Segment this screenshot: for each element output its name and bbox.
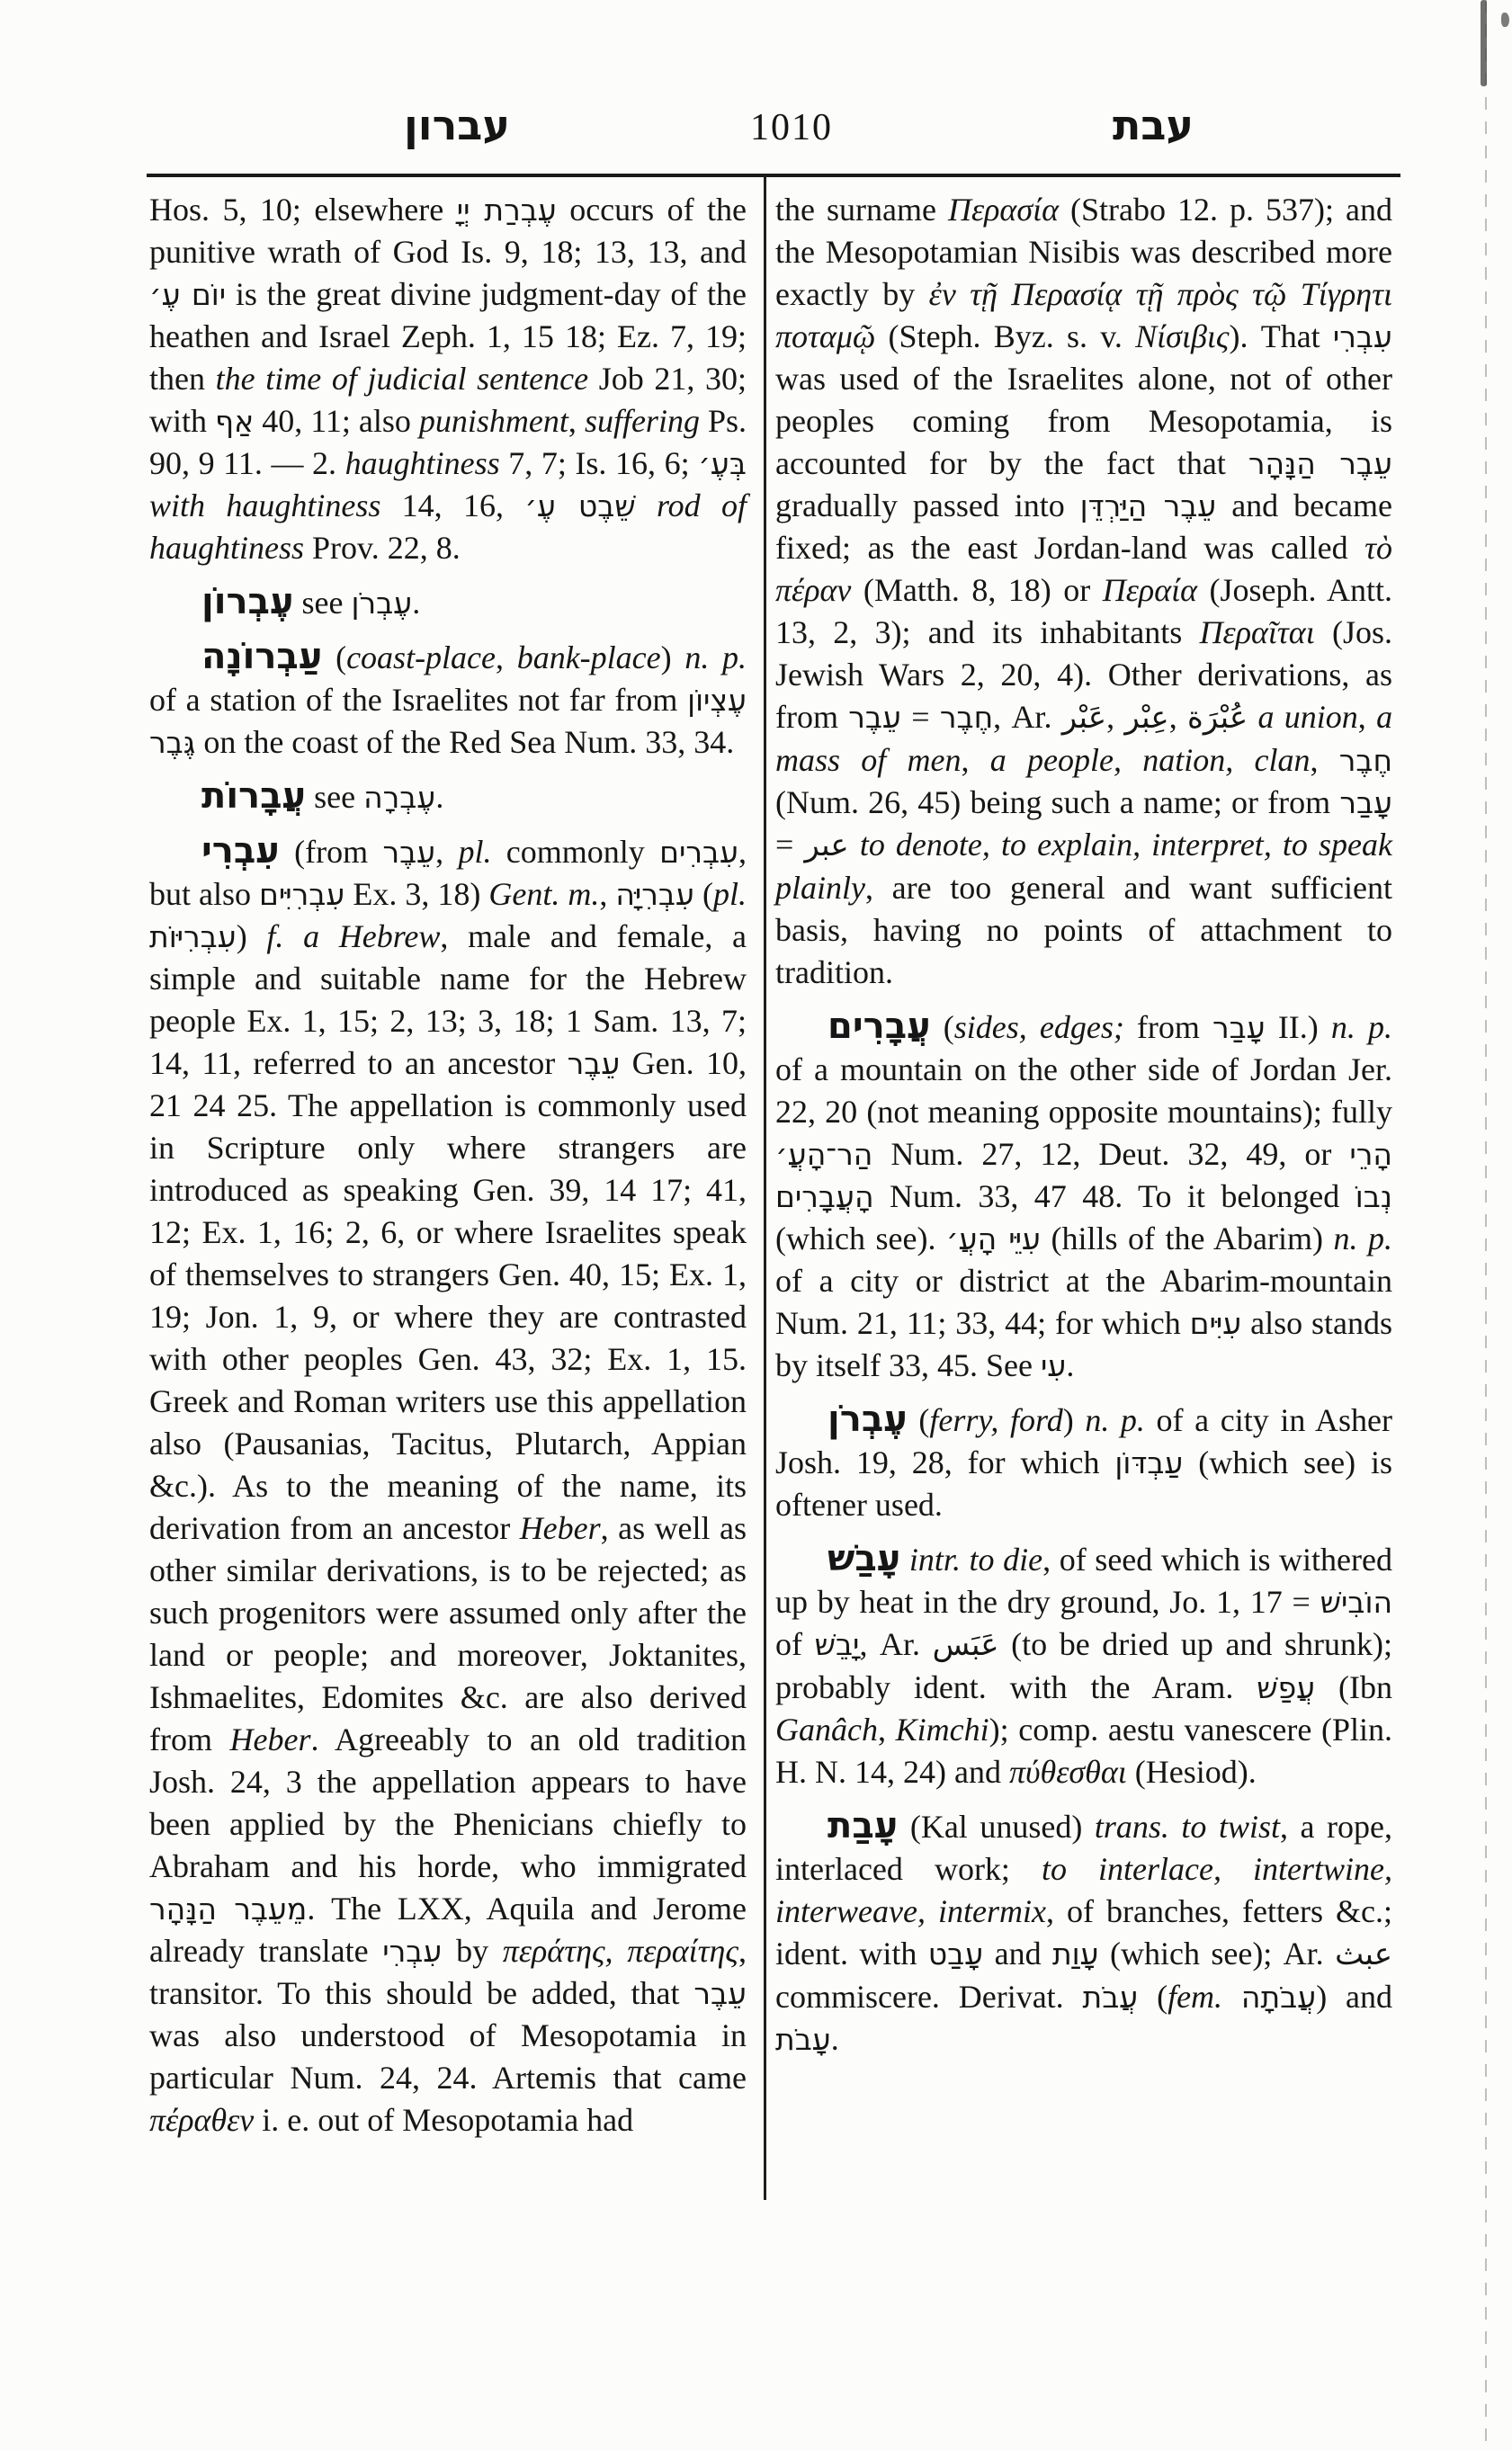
hebrew-text: עִבְרִיּוֹת [149, 919, 237, 954]
latin-text: 40, 11; also [254, 403, 419, 439]
hebrew-headword: עֲבָרוֹת [201, 775, 307, 817]
latin-text: (which see); Ar. [1098, 1936, 1336, 1972]
latin-text: ) [660, 639, 685, 675]
latin-text: of [775, 1626, 815, 1662]
latin-text: ( [693, 876, 713, 912]
hebrew-headword: עֶבְרֹן [828, 1399, 908, 1440]
latin-text: of a station of the Israelites not far from [149, 682, 688, 718]
latin-text: was also understood of Mesopotamia in particular Num. 24, 24. Artemis that came [149, 2017, 747, 2096]
hebrew-text: עֵבֶר [848, 700, 901, 735]
italic-text: sides, edges; [953, 1009, 1124, 1045]
latin-text: commiscere. Derivat. [775, 1979, 1083, 2015]
latin-text: was used of the Israelites alone, not of other peoples coming from Mesopotamia, is accounted for by the fact that [775, 361, 1392, 481]
ink-speck-artifact [1501, 13, 1509, 27]
latin-text: ( [930, 1009, 954, 1045]
italic-text: haughtiness [344, 445, 500, 481]
latin-text [1248, 699, 1257, 735]
arabic-text: عَبْر [1061, 700, 1107, 736]
latin-text: . The LXX, Aquila and Jerome already translate [149, 1891, 747, 1969]
hebrew-text: עִבְרִיָּה [615, 877, 694, 912]
hebrew-text: עֲפַשׁ [1257, 1670, 1316, 1705]
hebrew-text: עֶבְרֹן [351, 586, 413, 621]
italic-text: coast-place [346, 639, 497, 675]
latin-text: , [1357, 699, 1377, 735]
italic-text: with haughtiness [149, 487, 381, 523]
italic-text: a union [1257, 699, 1358, 735]
greek-text: Περαῖται [1199, 614, 1315, 650]
italic-text: bank-place [516, 639, 661, 675]
hebrew-text: חֶבֶר [939, 700, 994, 735]
latin-text: (Joseph. Antt. 13, 2, 3); and its inhabitants [775, 572, 1392, 650]
hebrew-text: עִיֵּי הָעֲ׳ [945, 1221, 1041, 1256]
arabic-text: عِبْر [1124, 700, 1169, 736]
latin-text: i. e. out of Mesopotamia had [254, 2102, 634, 2138]
continuation-paragraph [775, 189, 1392, 994]
italic-text: Heber [229, 1721, 311, 1757]
hebrew-text: עָוַת [1051, 1936, 1099, 1972]
greek-text: τὸ πέραν [775, 530, 1392, 608]
latin-text: , [1106, 699, 1125, 735]
greek-text: πύθεσθαι [1008, 1754, 1127, 1790]
arabic-text: عُبْرَة [1187, 700, 1248, 736]
dictionary-entry-paragraph [775, 1805, 1392, 2061]
latin-text: , Ar. [859, 1626, 933, 1662]
latin-text: Ex. 3, 18) [344, 876, 489, 912]
hebrew-text: עֶבְרַת יְיָ [456, 192, 557, 228]
latin-text [849, 827, 860, 863]
latin-text: ( [322, 639, 347, 675]
hebrew-text: עָבַר [1339, 785, 1392, 820]
latin-text: Ps. 90, 9 11. — 2. [149, 403, 747, 481]
latin-text: , [961, 742, 990, 778]
latin-text: by [442, 1933, 503, 1969]
hebrew-text: עֵבֶר הַנָּהָר [1248, 446, 1392, 481]
running-head-right-keyword: עבת [1112, 101, 1194, 149]
greek-text: Περασία [947, 192, 1059, 228]
latin-text: , [568, 403, 585, 439]
italic-text: suffering [584, 403, 700, 439]
latin-text: (Jos. Jewish Wars 2, 20, 4). Other derivations, as from [775, 614, 1392, 735]
italic-text: the time of judicial sentence [215, 361, 589, 397]
latin-text: Gen. 10, 21 24 25. The appellation is commonly used in Scripture only where strangers are introduced as speaking Gen. 39, 14 17; 41, 12; Ex. 1, 16; 2, 6, or where Israelites speak of themselves to strangers Gen. 40, 15; Ex. 1, 19; Jon. 1, 9, or where they are contrasted with other peoples Gen. 43, 32; Ex. 1, 15. Greek and Roman writers use this appellation also (Pausanias, Tacitus, Plutarch, Appian &c.). As to the meaning of the name, its derivation from an ancestor [149, 1045, 747, 1546]
latin-text: Hos. 5, 10; elsewhere [149, 192, 457, 228]
right-text-column [775, 189, 1392, 2061]
hebrew-text: עָבַר [1212, 1010, 1266, 1045]
latin-text: (from [279, 834, 383, 870]
latin-text: is the great divine judgment-day of the heathen and Israel Zeph. 1, 15 18; Ez. 7, 19; then [149, 276, 747, 397]
latin-text: , [496, 639, 517, 675]
latin-text: , Ar. [993, 699, 1062, 735]
latin-text: . [435, 779, 444, 815]
hebrew-text: עָבֹת [775, 2022, 831, 2057]
hebrew-text: עַבְדּוֹן [1114, 1445, 1184, 1480]
hebrew-headword: עָבַת [828, 1805, 899, 1846]
greek-text: Περαία [1102, 572, 1198, 608]
arabic-text: عَبَس [932, 1627, 999, 1663]
arabic-text: عبث [1335, 1936, 1392, 1972]
italic-text: rod of haughtiness [149, 487, 747, 566]
hebrew-text: עִבְרִים [659, 835, 739, 870]
dictionary-entry-paragraph [775, 1006, 1392, 1387]
dictionary-entry-paragraph [149, 636, 747, 764]
latin-text [900, 1542, 909, 1578]
page-number: 1010 [750, 107, 833, 148]
latin-text: , are too general and want sufficient basis, having no points of attachment to tradition. [775, 870, 1392, 990]
dictionary-entry-paragraph [775, 1399, 1392, 1526]
latin-text: commonly [491, 834, 660, 870]
latin-text: (hills of the Abarim) [1040, 1221, 1334, 1256]
hebrew-headword: עֲבָרִים [828, 1006, 931, 1047]
latin-text: of a city in Asher Josh. 19, 28, for which [775, 1402, 1392, 1480]
italic-text: n. p. [1333, 1221, 1392, 1256]
hebrew-text: הוֹבִישׁ [1320, 1585, 1392, 1620]
latin-text: (which see) is oftener used. [775, 1444, 1392, 1523]
latin-text: occurs of the punitive wrath of God Is. 9, 18; 13, 13, and [149, 192, 747, 270]
latin-text: (Hesiod). [1126, 1754, 1257, 1790]
greek-text: περάτης, περαίτης [502, 1933, 739, 1969]
continuation-paragraph [149, 189, 747, 569]
latin-text: (Kal unused) [898, 1809, 1095, 1845]
latin-text [636, 487, 657, 523]
hebrew-text: יָבֵשׁ [814, 1627, 860, 1662]
hebrew-text: חֶבֶר [1338, 743, 1393, 778]
hebrew-text: יוֹם עֶ׳ [149, 277, 227, 312]
dictionary-entry-paragraph [149, 830, 747, 2142]
latin-text: gradually passed into [775, 487, 1080, 523]
hebrew-text: עָבַט [927, 1936, 984, 1972]
latin-text: , [877, 1712, 896, 1748]
italic-text: a mass of men [775, 699, 1393, 778]
column-divider-rule [764, 176, 766, 2200]
latin-text: ) [1062, 1402, 1086, 1438]
greek-text: πέραθεν [149, 2102, 255, 2138]
italic-text: pl. [712, 876, 747, 912]
latin-text: and became fixed; as the east Jordan-land was called [775, 487, 1392, 566]
italic-text: Gent. m. [488, 876, 600, 912]
scan-edge-artifact [1485, 0, 1487, 2450]
dictionary-entry-paragraph [149, 775, 747, 818]
latin-text: , of seed which is withered up by heat in the dry ground, Jo. 1, 17 = [775, 1542, 1392, 1620]
hebrew-text: עֲבֹתָה [1240, 1980, 1317, 2015]
hebrew-text: עִבְרִי [382, 1934, 443, 1969]
latin-text: from [1123, 1009, 1213, 1045]
italic-text: intr. to die [908, 1542, 1043, 1578]
hebrew-text: מֵעֵבֶר הַנָּהָר [149, 1891, 308, 1927]
dictionary-entry-paragraph [149, 581, 747, 624]
latin-text: (Steph. Byz. s. v. [875, 318, 1136, 354]
header-rule [147, 174, 1400, 177]
latin-text: . Agreeably to an old tradition Josh. 24, 3 the appellation appears to have been applied by the Phenicians chiefly to Abraham and his horde, who immigrated [149, 1721, 747, 1884]
latin-text: (to be dried up and shrunk); probably ident. with the Aram. [775, 1626, 1392, 1705]
hebrew-text: עִיִּים [1189, 1306, 1242, 1341]
latin-text: , a rope, interlaced work; [775, 1809, 1392, 1887]
hebrew-text: הָרֵי הָעֲבָרִים [775, 1137, 1392, 1214]
greek-text: ἐν τῇ Περασίᾳ τῇ πρὸς τῷ Τίγρητι ποταμῷ [775, 276, 1392, 354]
latin-text: ). That [1229, 318, 1333, 354]
latin-text: see [293, 585, 352, 621]
latin-text: see [306, 779, 364, 815]
hebrew-text: עִבְרִיִּים [259, 877, 345, 912]
latin-text: , [1168, 699, 1187, 735]
italic-text: Kimchi [895, 1712, 989, 1748]
latin-text: (which see). [775, 1221, 946, 1256]
italic-text: pl. [458, 834, 492, 870]
hebrew-headword: עֶבְרוֹן [201, 581, 294, 622]
hebrew-text: עֶצְיוֹן גֶּבֶר [149, 683, 747, 760]
latin-text: , [1310, 742, 1339, 778]
latin-text: and [983, 1936, 1052, 1972]
latin-text: the surname [775, 192, 948, 228]
italic-text: Heber [519, 1510, 601, 1546]
italic-text: a people, nation, clan [989, 742, 1311, 778]
italic-text: n. p. [1330, 1009, 1392, 1045]
running-head-left-keyword: עברון [404, 101, 510, 149]
latin-text: Prov. 22, 8. [304, 530, 461, 566]
latin-text: , but also [149, 834, 747, 912]
latin-text: , transitor. To this should be added, that [149, 1933, 747, 2011]
italic-text: Ganâch [775, 1712, 878, 1748]
latin-text: II.) [1265, 1009, 1331, 1045]
latin-text: (Strabo 12. p. 537); and the Mesopotamian Nisibis was described more exactly by [775, 192, 1392, 312]
hebrew-text: עֵבֶר [567, 1046, 621, 1081]
latin-text: , male and female, a simple and suitable name for the Hebrew people Ex. 1, 15; 2, 13; 3, 18; 1 Sam. 13, 7; 14, 11, referred to an ancestor [149, 918, 747, 1081]
scan-blob-artifact [1481, 0, 1487, 86]
latin-text: also stands by itself 33, 45. See [775, 1305, 1392, 1383]
latin-text: (Num. 26, 45) being such a name; or from [775, 784, 1340, 820]
latin-text: = [900, 699, 940, 735]
latin-text: ( [1138, 1979, 1168, 2015]
latin-text: ( [907, 1402, 930, 1438]
hebrew-text: אַף [215, 404, 255, 439]
latin-text: 7, 7; Is. 16, 6; [499, 445, 699, 481]
latin-text: . [830, 2021, 839, 2057]
hebrew-text: עֵבֶר [382, 835, 436, 870]
latin-text: (Matth. 8, 18) or [851, 572, 1103, 608]
italic-text: to denote, to explain, interpret, to speak plainly [775, 827, 1392, 906]
latin-text: of a city or district at the Abarim-mountain Num. 21, 11; 33, 44; for which [775, 1263, 1392, 1341]
italic-text: to interlace, intertwine, interweave, intermix [775, 1851, 1392, 1929]
hebrew-headword: עִבְרִי [201, 830, 280, 872]
latin-text: , of branches, fetters &c.; ident. with [775, 1893, 1392, 1972]
hebrew-text: עֵבֶר [693, 1976, 747, 2011]
latin-text: . [1066, 1347, 1075, 1383]
latin-text [1222, 1979, 1241, 2015]
hebrew-headword: עַבְרוֹנָה [201, 636, 323, 677]
italic-text: n. p. [684, 639, 747, 675]
italic-text: f. a Hebrew [266, 918, 441, 954]
latin-text: , [435, 834, 459, 870]
hebrew-headword: עָבַשׁ [828, 1538, 901, 1579]
hebrew-text: עֵבֶר הַיַּרְדֵּן [1079, 488, 1217, 523]
latin-text: on the coast of the Red Sea Num. 33, 34. [195, 724, 735, 760]
hebrew-text: שֵׁבֶט עֶ׳ [524, 488, 636, 523]
latin-text: Num. 27, 12, Deut. 32, 49, or [872, 1136, 1350, 1172]
arabic-text: عبر [804, 827, 849, 863]
latin-text: . [412, 585, 421, 621]
latin-text: of a mountain on the other side of Jordan Jer. 22, 20 (not meaning opposite mountains); fully [775, 1051, 1392, 1130]
hebrew-text: נְבוֹ [1355, 1179, 1392, 1214]
latin-text: ) and [1316, 1979, 1392, 2015]
latin-text: Num. 33, 47 48. To it belonged [873, 1178, 1355, 1214]
latin-text: = [775, 827, 805, 863]
latin-text: , [599, 876, 616, 912]
latin-text: Job 21, 30; with [149, 361, 747, 439]
latin-text: ); comp. aestu vanescere (Plin. H. N. 14, 24) and [775, 1712, 1393, 1790]
latin-text: 14, 16, [380, 487, 525, 523]
italic-text: n. p. [1085, 1402, 1145, 1438]
italic-text: punishment [418, 403, 568, 439]
hebrew-text: עִבְרִי [1332, 319, 1392, 354]
left-text-column [149, 189, 747, 2142]
dictionary-entry-paragraph [775, 1538, 1392, 1793]
hebrew-text: עֶבְרָה [363, 780, 436, 815]
italic-text: trans. to twist [1094, 1809, 1280, 1845]
hebrew-text: בְּעֶ׳ [698, 446, 747, 481]
hebrew-text: עִי [1040, 1348, 1067, 1383]
italic-text: ferry, ford [929, 1402, 1063, 1438]
hebrew-text: הַר־הָעֲ׳ [775, 1137, 873, 1172]
italic-text: fem. [1168, 1979, 1223, 2015]
latin-text: ) [236, 918, 267, 954]
greek-text: Νίσιβις [1135, 318, 1230, 354]
hebrew-text: עֲבֹת [1082, 1980, 1139, 2015]
latin-text: , as well as other similar derivations, is to be rejected; as such progenitors were assumed only after the land or people; and moreover, Joktanites, Ishmaelites, Edomites &c. are also derived from [149, 1510, 747, 1757]
latin-text: (Ibn [1315, 1669, 1392, 1705]
